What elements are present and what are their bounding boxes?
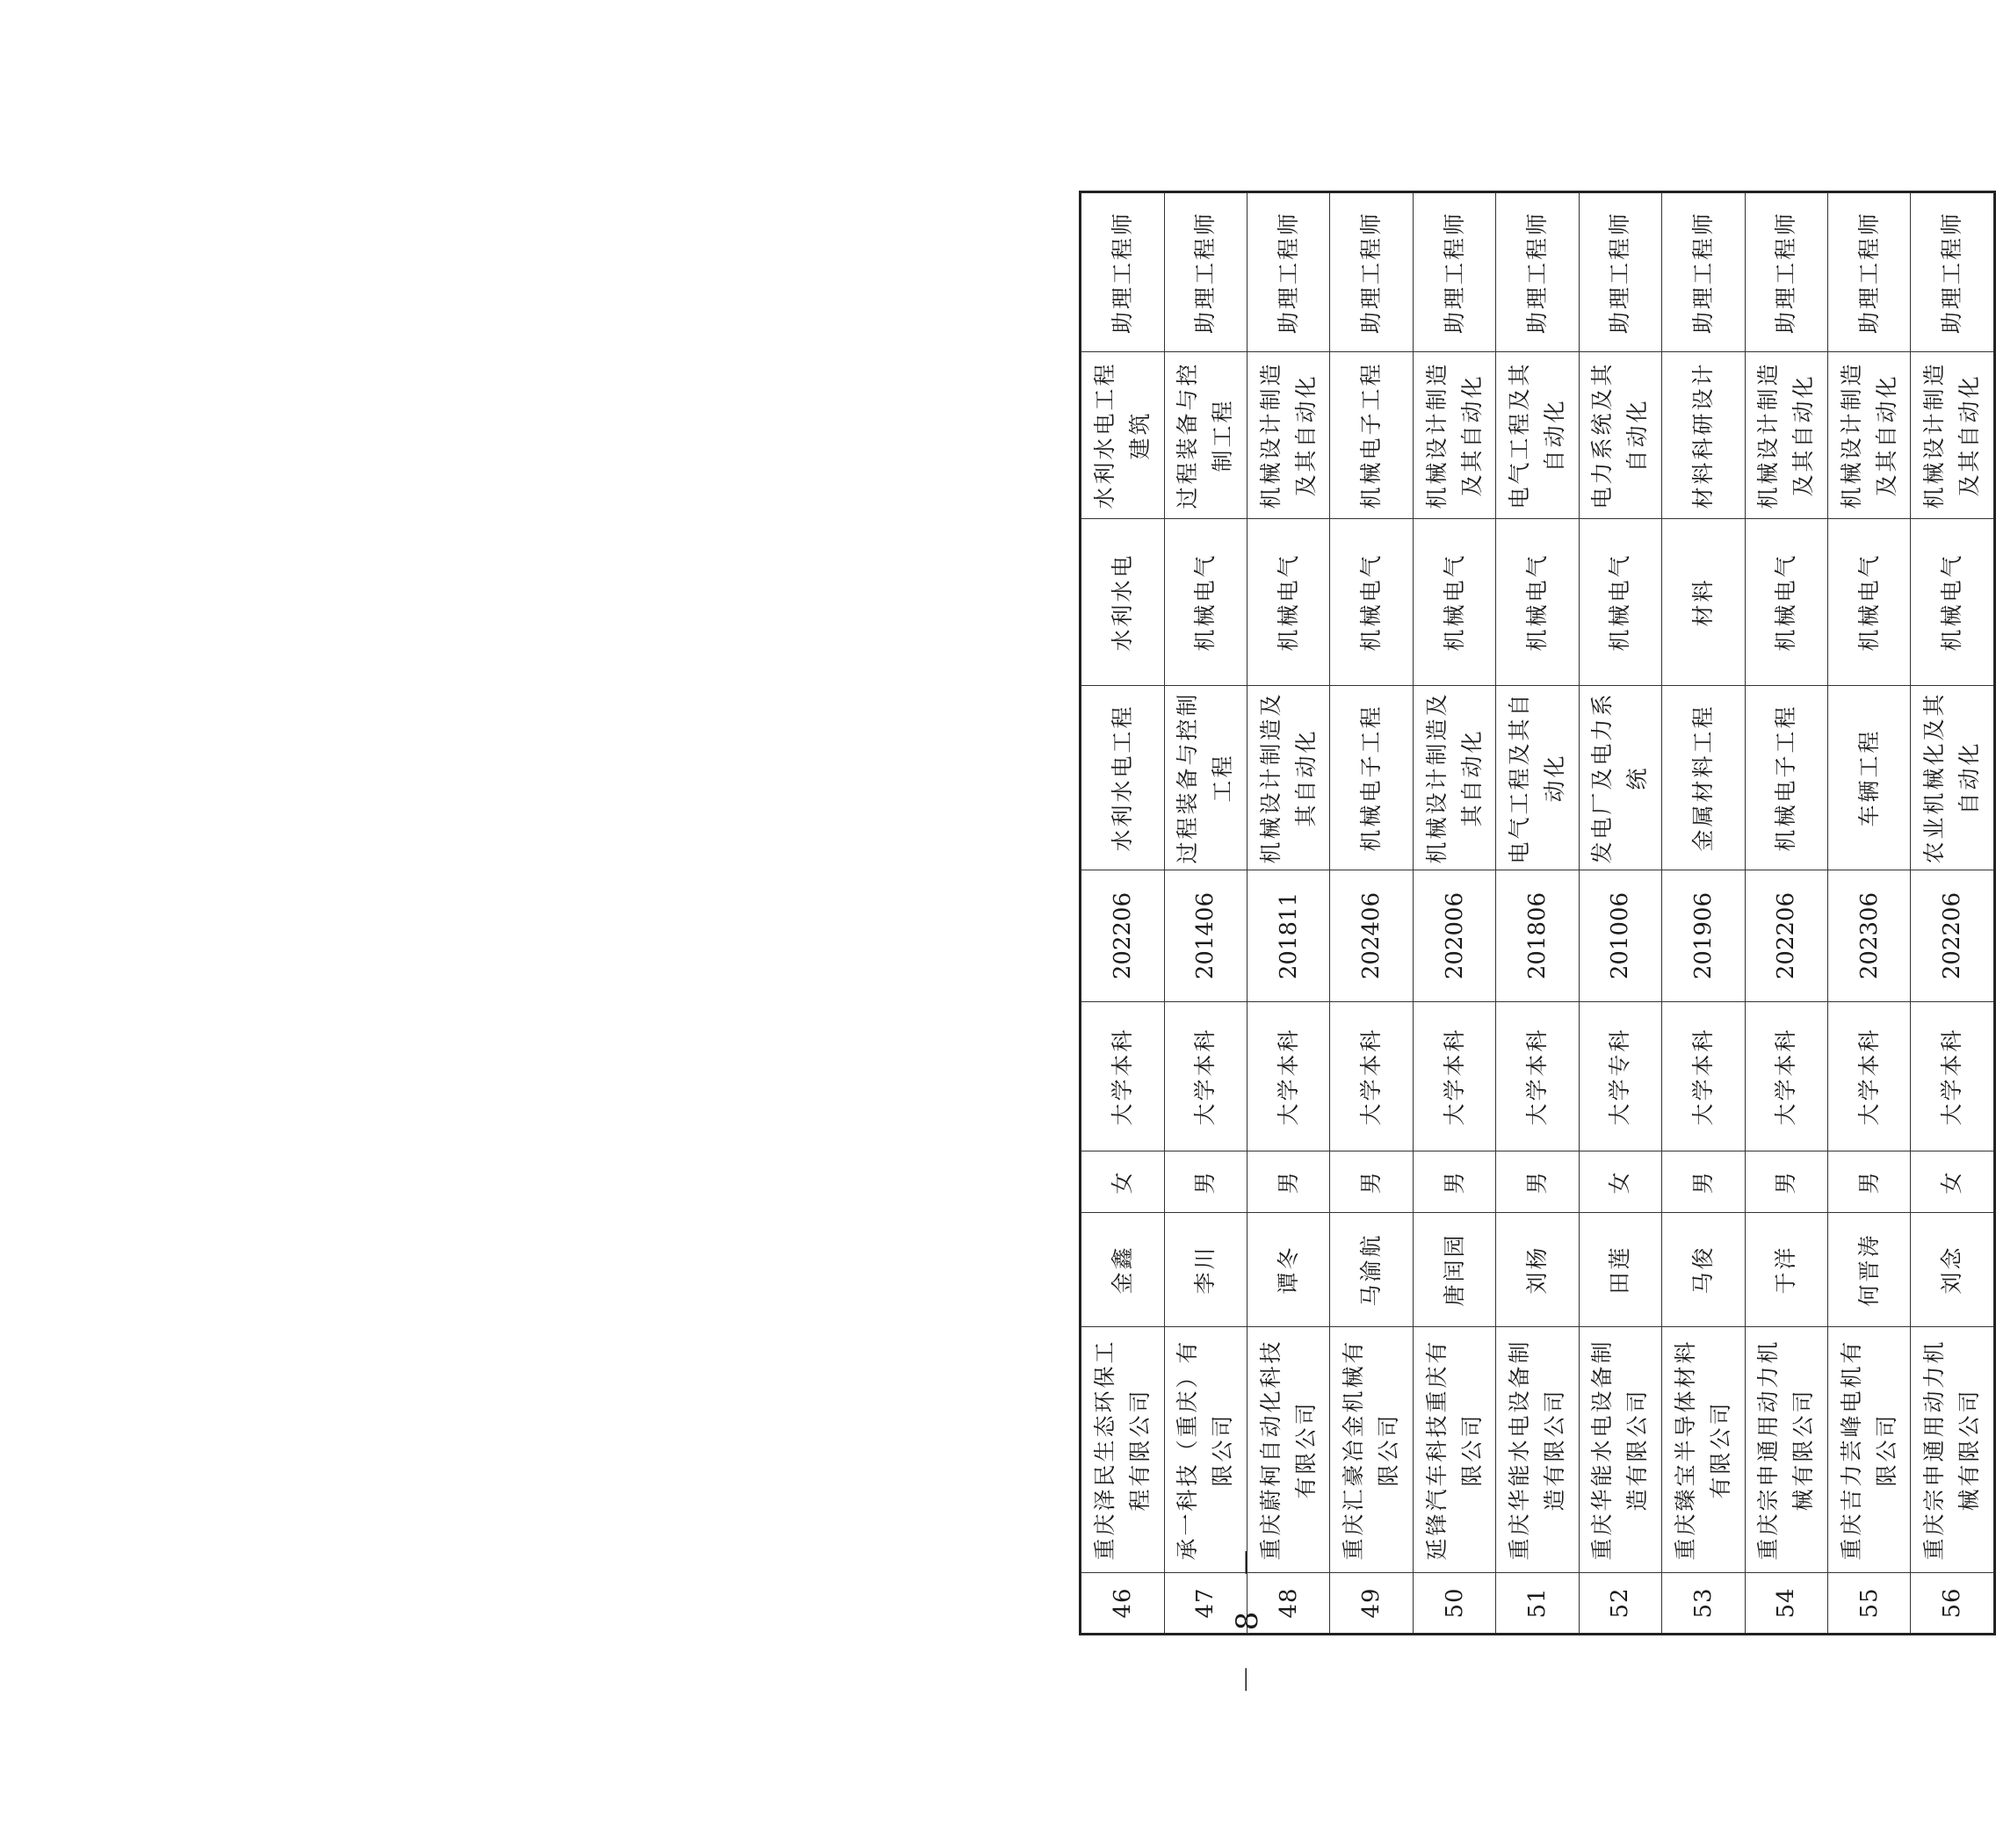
page-number: － 8 －	[1230, 1534, 1266, 1695]
education-cell: 大学本科	[1081, 1002, 1165, 1151]
row-number: 47	[1164, 1573, 1247, 1635]
title-cell: 助理工程师	[1662, 192, 1745, 352]
row-number: 55	[1827, 1573, 1910, 1635]
graduation-date-cell: 201006	[1579, 870, 1661, 1002]
series-cell: 机械电气	[1911, 519, 1995, 686]
table-row	[1413, 192, 1495, 1635]
graduation-date-cell: 202306	[1827, 870, 1910, 1002]
education-cell: 大学本科	[1827, 1002, 1910, 1151]
name-cell: 于洋	[1745, 1213, 1827, 1327]
row-number: 46	[1081, 1573, 1165, 1635]
education-cell: 大学本科	[1662, 1002, 1745, 1151]
company-cell: 重庆宗申通用动力机械有限公司	[1911, 1327, 1995, 1573]
company-cell: 重庆蔚柯自动化科技有限公司	[1248, 1327, 1330, 1573]
company-cell: 重庆泽民生态环保工程有限公司	[1081, 1327, 1165, 1573]
specialty-cell: 机械电子工程	[1330, 352, 1413, 519]
title-cell: 助理工程师	[1330, 192, 1413, 352]
name-cell: 李川	[1164, 1213, 1247, 1327]
title-cell: 助理工程师	[1164, 192, 1247, 352]
education-cell: 大学本科	[1248, 1002, 1330, 1151]
series-cell: 材料	[1662, 519, 1745, 686]
row-number: 51	[1496, 1573, 1579, 1635]
name-cell: 刘念	[1911, 1213, 1995, 1327]
name-cell: 唐闰园	[1413, 1213, 1495, 1327]
title-cell: 助理工程师	[1248, 192, 1330, 352]
graduation-date-cell: 202206	[1745, 870, 1827, 1002]
row-number: 49	[1330, 1573, 1413, 1635]
major-cell: 车辆工程	[1827, 686, 1910, 870]
row-number: 52	[1579, 1573, 1661, 1635]
education-cell: 大学本科	[1413, 1002, 1495, 1151]
gender-cell: 女	[1579, 1151, 1661, 1213]
specialty-cell: 电力系统及其自动化	[1579, 352, 1661, 519]
series-cell: 机械电气	[1496, 519, 1579, 686]
education-cell: 大学本科	[1164, 1002, 1247, 1151]
row-number: 53	[1662, 1573, 1745, 1635]
major-cell: 发电厂及电力系统	[1579, 686, 1661, 870]
gender-cell: 男	[1248, 1151, 1330, 1213]
specialty-cell: 机械设计制造及其自动化	[1413, 352, 1495, 519]
gender-cell: 女	[1911, 1151, 1995, 1213]
table-row	[1164, 192, 1247, 1635]
major-cell: 金属材料工程	[1662, 686, 1745, 870]
table-row	[1330, 192, 1413, 1635]
specialty-cell: 水利水电工程建筑	[1081, 352, 1165, 519]
graduation-date-cell: 202206	[1081, 870, 1165, 1002]
name-cell: 何晋涛	[1827, 1213, 1910, 1327]
title-cell: 助理工程师	[1081, 192, 1165, 352]
title-cell: 助理工程师	[1745, 192, 1827, 352]
company-cell: 重庆华能水电设备制造有限公司	[1579, 1327, 1661, 1573]
education-cell: 大学本科	[1496, 1002, 1579, 1151]
major-cell: 过程装备与控制工程	[1164, 686, 1247, 870]
title-cell: 助理工程师	[1827, 192, 1910, 352]
specialty-cell: 机械设计制造及其自动化	[1911, 352, 1995, 519]
table-row	[1496, 192, 1579, 1635]
graduation-date-cell: 201906	[1662, 870, 1745, 1002]
gender-cell: 男	[1745, 1151, 1827, 1213]
series-cell: 机械电气	[1745, 519, 1827, 686]
title-cell: 助理工程师	[1496, 192, 1579, 352]
company-cell: 重庆吉力芸峰电机有限公司	[1827, 1327, 1910, 1573]
series-cell: 机械电气	[1413, 519, 1495, 686]
company-cell: 承一科技（重庆）有限公司	[1164, 1327, 1247, 1573]
table-row	[1827, 192, 1910, 1635]
table-row	[1911, 192, 1995, 1635]
company-cell: 重庆华能水电设备制造有限公司	[1496, 1327, 1579, 1573]
major-cell: 机械电子工程	[1745, 686, 1827, 870]
education-cell: 大学本科	[1330, 1002, 1413, 1151]
major-cell: 机械电子工程	[1330, 686, 1413, 870]
title-cell: 助理工程师	[1579, 192, 1661, 352]
company-cell: 重庆汇豪冶金机械有限公司	[1330, 1327, 1413, 1573]
company-cell: 重庆臻宝半导体材料有限公司	[1662, 1327, 1745, 1573]
graduation-date-cell: 202406	[1330, 870, 1413, 1002]
graduation-date-cell: 202206	[1911, 870, 1995, 1002]
gender-cell: 男	[1496, 1151, 1579, 1213]
table-row	[1579, 192, 1661, 1635]
name-cell: 谭冬	[1248, 1213, 1330, 1327]
title-cell: 助理工程师	[1413, 192, 1495, 352]
table-row	[1745, 192, 1827, 1635]
graduation-date-cell: 201406	[1164, 870, 1247, 1002]
series-cell: 机械电气	[1579, 519, 1661, 686]
series-cell: 机械电气	[1827, 519, 1910, 686]
row-number: 48	[1248, 1573, 1330, 1635]
education-cell: 大学本科	[1745, 1002, 1827, 1151]
row-number: 54	[1745, 1573, 1827, 1635]
table-row	[1662, 192, 1745, 1635]
row-number: 50	[1413, 1573, 1495, 1635]
specialty-cell: 过程装备与控制工程	[1164, 352, 1247, 519]
gender-cell: 男	[1330, 1151, 1413, 1213]
specialty-cell: 机械设计制造及其自动化	[1745, 352, 1827, 519]
name-cell: 田莲	[1579, 1213, 1661, 1327]
company-cell: 重庆宗申通用动力机械有限公司	[1745, 1327, 1827, 1573]
major-cell: 机械设计制造及其自动化	[1413, 686, 1495, 870]
rotated-table-wrapper	[1079, 193, 1996, 1635]
specialty-cell: 机械设计制造及其自动化	[1827, 352, 1910, 519]
row-number: 56	[1911, 1573, 1995, 1635]
name-cell: 马俊	[1662, 1213, 1745, 1327]
major-cell: 电气工程及其自动化	[1496, 686, 1579, 870]
major-cell: 农业机械化及其自动化	[1911, 686, 1995, 870]
graduation-date-cell: 201806	[1496, 870, 1579, 1002]
graduation-date-cell: 201811	[1248, 870, 1330, 1002]
series-cell: 机械电气	[1164, 519, 1247, 686]
major-cell: 水利水电工程	[1081, 686, 1165, 870]
name-cell: 刘杨	[1496, 1213, 1579, 1327]
gender-cell: 男	[1827, 1151, 1910, 1213]
personnel-table	[1079, 191, 1996, 1635]
specialty-cell: 电气工程及其自动化	[1496, 352, 1579, 519]
major-cell: 机械设计制造及其自动化	[1248, 686, 1330, 870]
education-cell: 大学专科	[1579, 1002, 1661, 1151]
series-cell: 机械电气	[1330, 519, 1413, 686]
company-cell: 延锋汽车科技重庆有限公司	[1413, 1327, 1495, 1573]
specialty-cell: 材料科研设计	[1662, 352, 1745, 519]
series-cell: 机械电气	[1248, 519, 1330, 686]
name-cell: 马渝航	[1330, 1213, 1413, 1327]
gender-cell: 男	[1662, 1151, 1745, 1213]
series-cell: 水利水电	[1081, 519, 1165, 686]
title-cell: 助理工程师	[1911, 192, 1995, 352]
education-cell: 大学本科	[1911, 1002, 1995, 1151]
table-row	[1248, 192, 1330, 1635]
name-cell: 金鑫	[1081, 1213, 1165, 1327]
graduation-date-cell: 202006	[1413, 870, 1495, 1002]
specialty-cell: 机械设计制造及其自动化	[1248, 352, 1330, 519]
table-row	[1081, 192, 1165, 1635]
gender-cell: 男	[1413, 1151, 1495, 1213]
gender-cell: 女	[1081, 1151, 1165, 1213]
gender-cell: 男	[1164, 1151, 1247, 1213]
